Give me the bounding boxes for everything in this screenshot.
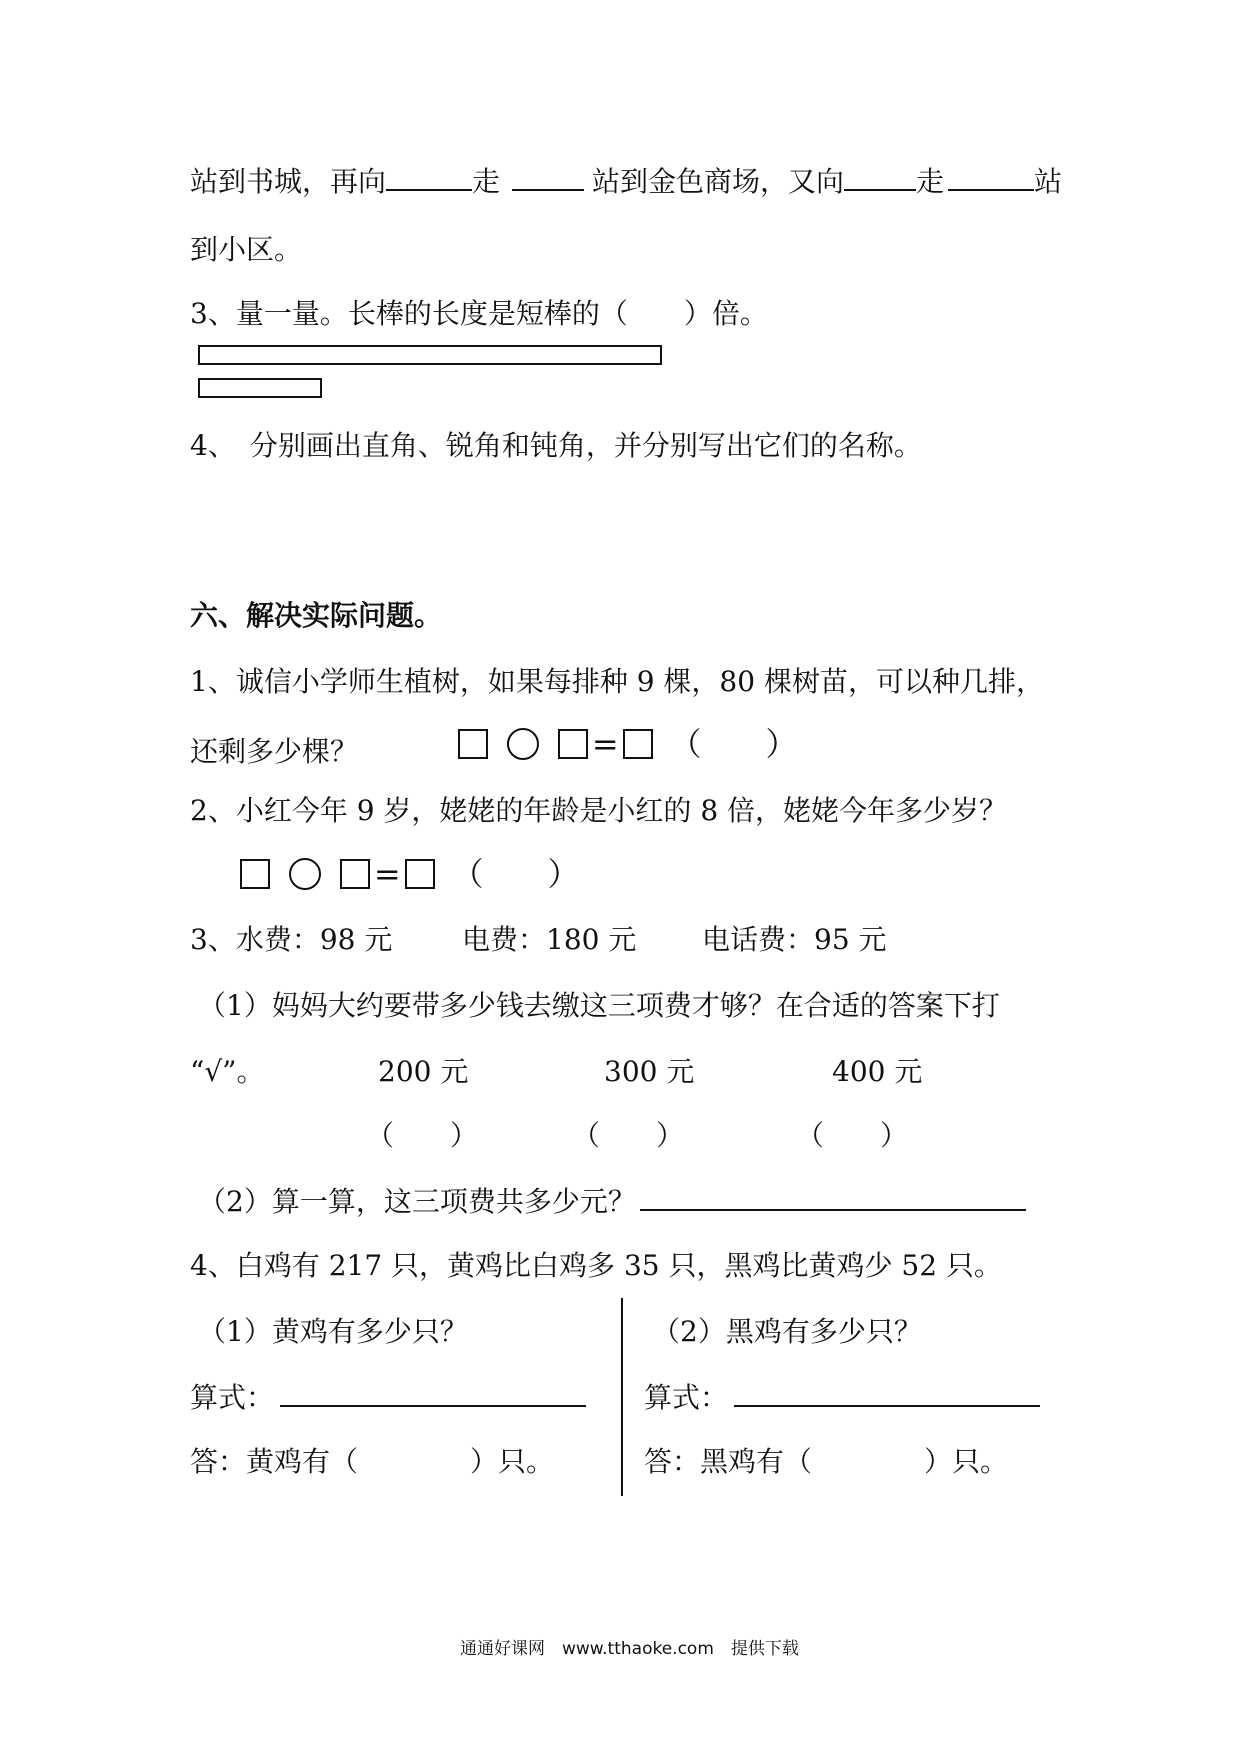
right-formula xyxy=(644,1381,1040,1414)
route-text-1: 站到书城，再向 xyxy=(190,165,387,198)
distance-blank-1[interactable] xyxy=(512,188,584,191)
route-text-5: 站 xyxy=(1034,165,1063,198)
phone-fee: 电话费：95 元 xyxy=(702,923,887,956)
problem-3-sub-2 xyxy=(198,1185,1026,1218)
operand-box[interactable] xyxy=(340,859,370,889)
unit-parentheses[interactable]: （ ） xyxy=(451,855,580,893)
option-200: 200 元 xyxy=(378,1055,469,1088)
operator-circle[interactable] xyxy=(507,728,539,760)
equals-sign: = xyxy=(373,855,401,893)
electric-fee: 电费：180 元 xyxy=(462,923,637,956)
left-answer: 答：黄鸡有（ ）只。 xyxy=(190,1445,555,1478)
route-line-1 xyxy=(190,165,1063,198)
problem-1-line-1: 1、诚信小学师生植树，如果每排种 9 棵，80 棵树苗，可以种几排， xyxy=(190,665,1044,698)
result-box[interactable] xyxy=(405,859,435,889)
equals-sign: = xyxy=(591,725,619,763)
result-box[interactable] xyxy=(623,729,653,759)
problem-1-equation xyxy=(458,725,798,763)
option-400-check[interactable]: （ ） xyxy=(796,1119,909,1152)
left-formula-label: 算式： xyxy=(190,1381,275,1414)
water-fee: 3、水费：98 元 xyxy=(190,923,393,956)
route-text-3: 站到金色商场，又向 xyxy=(592,165,845,198)
left-formula xyxy=(190,1381,586,1414)
option-400: 400 元 xyxy=(832,1055,923,1088)
operand-box[interactable] xyxy=(558,729,588,759)
column-divider xyxy=(621,1298,623,1496)
right-question: （2）黑鸡有多少只？ xyxy=(652,1315,922,1348)
right-formula-label: 算式： xyxy=(644,1381,729,1414)
operator-circle[interactable] xyxy=(289,858,321,890)
footer-credit: 通通好课网 www.tthaoke.com 提供下载 xyxy=(460,1639,799,1659)
short-bar xyxy=(198,378,322,398)
problem-1-line-2: 还剩多少棵？ xyxy=(190,735,359,768)
angles-question: 4、 分别画出直角、锐角和钝角，并分别写出它们的名称。 xyxy=(190,429,922,462)
left-formula-line[interactable] xyxy=(280,1404,586,1407)
direction-blank-1[interactable] xyxy=(386,188,472,191)
problem-2-equation xyxy=(240,855,580,893)
measure-question: 3、量一量。长棒的长度是短棒的（ ）倍。 xyxy=(190,297,768,330)
direction-blank-2[interactable] xyxy=(844,188,916,191)
problem-2-line-1: 2、小红今年 9 岁，姥姥的年龄是小红的 8 倍，姥姥今年多少岁？ xyxy=(190,794,1008,827)
distance-blank-2[interactable] xyxy=(948,188,1034,191)
option-300-check[interactable]: （ ） xyxy=(572,1119,685,1152)
right-answer: 答：黑鸡有（ ）只。 xyxy=(644,1445,1009,1478)
problem-3-sub-1-line-1: （1）妈妈大约要带多少钱去缴这三项费才够？在合适的答案下打 xyxy=(198,989,1000,1022)
route-text-4: 走 xyxy=(916,165,945,198)
total-answer-line[interactable] xyxy=(640,1208,1026,1211)
right-formula-line[interactable] xyxy=(734,1404,1040,1407)
problem-3-sub-2-text: （2）算一算，这三项费共多少元？ xyxy=(198,1185,636,1218)
problem-3-sub-1-line-2: “√”。 xyxy=(190,1055,265,1088)
left-question: （1）黄鸡有多少只？ xyxy=(198,1315,468,1348)
long-bar xyxy=(198,345,662,365)
option-300: 300 元 xyxy=(604,1055,695,1088)
route-text-2: 走 xyxy=(472,165,501,198)
problem-4-line-1: 4、白鸡有 217 只，黄鸡比白鸡多 35 只，黑鸡比黄鸡少 52 只。 xyxy=(190,1249,1002,1282)
unit-parentheses[interactable]: （ ） xyxy=(669,725,798,763)
section-six-title: 六、解决实际问题。 xyxy=(190,599,443,632)
option-200-check[interactable]: （ ） xyxy=(366,1119,479,1152)
operand-box[interactable] xyxy=(458,729,488,759)
operand-box[interactable] xyxy=(240,859,270,889)
route-line-2: 到小区。 xyxy=(190,233,303,266)
